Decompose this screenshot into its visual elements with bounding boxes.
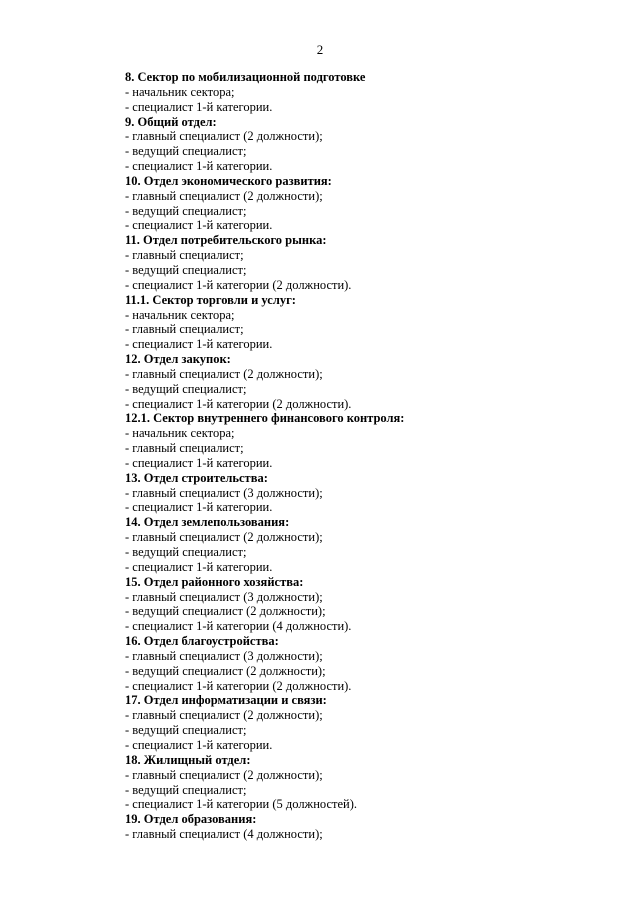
document-body bbox=[125, 70, 625, 842]
section-block bbox=[125, 115, 625, 174]
position-item: - специалист 1-й категории. bbox=[125, 500, 273, 515]
position-item: - ведущий специалист; bbox=[125, 203, 247, 218]
position-item: - ведущий специалист (2 должности); bbox=[125, 663, 326, 678]
position-item: - специалист 1-й категории (2 должности). bbox=[125, 678, 352, 693]
section-block bbox=[125, 634, 625, 693]
section-heading: 13. Отдел строительства: bbox=[125, 470, 268, 485]
position-item: - главный специалист (3 должности); bbox=[125, 589, 323, 604]
position-item: - главный специалист; bbox=[125, 322, 244, 337]
position-item: - главный специалист (2 должности); bbox=[125, 188, 323, 203]
position-item: - ведущий специалист (2 должности); bbox=[125, 604, 326, 619]
position-item: - специалист 1-й категории. bbox=[125, 159, 273, 174]
section-heading: 11. Отдел потребительского рынка: bbox=[125, 233, 327, 248]
position-item: - начальник сектора; bbox=[125, 307, 235, 322]
section-heading: 12.1. Сектор внутреннего финансового контроля: bbox=[125, 411, 405, 426]
position-item: - специалист 1-й категории (5 должностей). bbox=[125, 797, 357, 812]
section-heading: 12. Отдел закупок: bbox=[125, 352, 231, 367]
position-item: - главный специалист (2 должности); bbox=[125, 366, 323, 381]
position-item: - ведущий специалист; bbox=[125, 144, 247, 159]
section-heading: 19. Отдел образования: bbox=[125, 812, 257, 827]
section-heading: 10. Отдел экономического развития: bbox=[125, 173, 332, 188]
position-item: - ведущий специалист; bbox=[125, 545, 247, 559]
section-block bbox=[125, 753, 625, 812]
section-heading: 11.1. Сектор торговли и услуг: bbox=[125, 292, 296, 307]
section-heading: 18. Жилищный отдел: bbox=[125, 752, 251, 767]
section-block bbox=[125, 293, 625, 352]
section-heading: 9. Общий отдел: bbox=[125, 114, 217, 129]
section-block bbox=[125, 233, 625, 292]
section-block bbox=[125, 812, 625, 842]
section-heading: 16. Отдел благоустройства: bbox=[125, 634, 279, 649]
position-item: - главный специалист (2 должности); bbox=[125, 530, 323, 545]
section-block bbox=[125, 70, 625, 115]
position-item: - специалист 1-й категории. bbox=[125, 455, 273, 470]
section-block bbox=[125, 515, 625, 574]
position-item: - специалист 1-й категории. bbox=[125, 218, 273, 233]
position-item: - специалист 1-й категории. bbox=[125, 99, 273, 114]
position-item: - специалист 1-й категории. bbox=[125, 737, 273, 752]
position-item: - главный специалист (3 должности); bbox=[125, 485, 323, 500]
section-block bbox=[125, 411, 625, 470]
position-item: - начальник сектора; bbox=[125, 84, 235, 99]
section-block bbox=[125, 575, 625, 634]
position-item: - ведущий специалист; bbox=[125, 381, 247, 396]
position-item: - главный специалист (4 должности); bbox=[125, 827, 323, 842]
position-item: - ведущий специалист; bbox=[125, 262, 247, 277]
position-item: - главный специалист; bbox=[125, 441, 244, 456]
position-item: - ведущий специалист; bbox=[125, 723, 247, 738]
position-item: - главный специалист (2 должности); bbox=[125, 129, 323, 144]
section-heading: 15. Отдел районного хозяйства: bbox=[125, 574, 304, 589]
position-item: - специалист 1-й категории. bbox=[125, 337, 273, 352]
position-item: - специалист 1-й категории (2 должности). bbox=[125, 396, 352, 411]
position-item: - главный специалист (3 должности); bbox=[125, 648, 323, 663]
section-heading: 17. Отдел информатизации и связи: bbox=[125, 693, 327, 708]
position-item: - специалист 1-й категории. bbox=[125, 559, 273, 574]
position-item: - специалист 1-й категории (4 должности). bbox=[125, 619, 352, 634]
section-block bbox=[125, 174, 625, 233]
position-item: - главный специалист (2 должности); bbox=[125, 708, 323, 723]
section-heading: 14. Отдел землепользования: bbox=[125, 515, 290, 530]
section-block bbox=[125, 693, 625, 752]
section-block bbox=[125, 352, 625, 411]
section-heading: 8. Сектор по мобилизационной подготовке bbox=[125, 70, 366, 84]
position-item: - ведущий специалист; bbox=[125, 782, 247, 797]
position-item: - главный специалист (2 должности); bbox=[125, 767, 323, 782]
section-block bbox=[125, 471, 625, 516]
position-item: - специалист 1-й категории (2 должности). bbox=[125, 277, 352, 292]
position-item: - начальник сектора; bbox=[125, 426, 235, 441]
page-number: 2 bbox=[316, 42, 324, 57]
position-item: - главный специалист; bbox=[125, 248, 244, 263]
